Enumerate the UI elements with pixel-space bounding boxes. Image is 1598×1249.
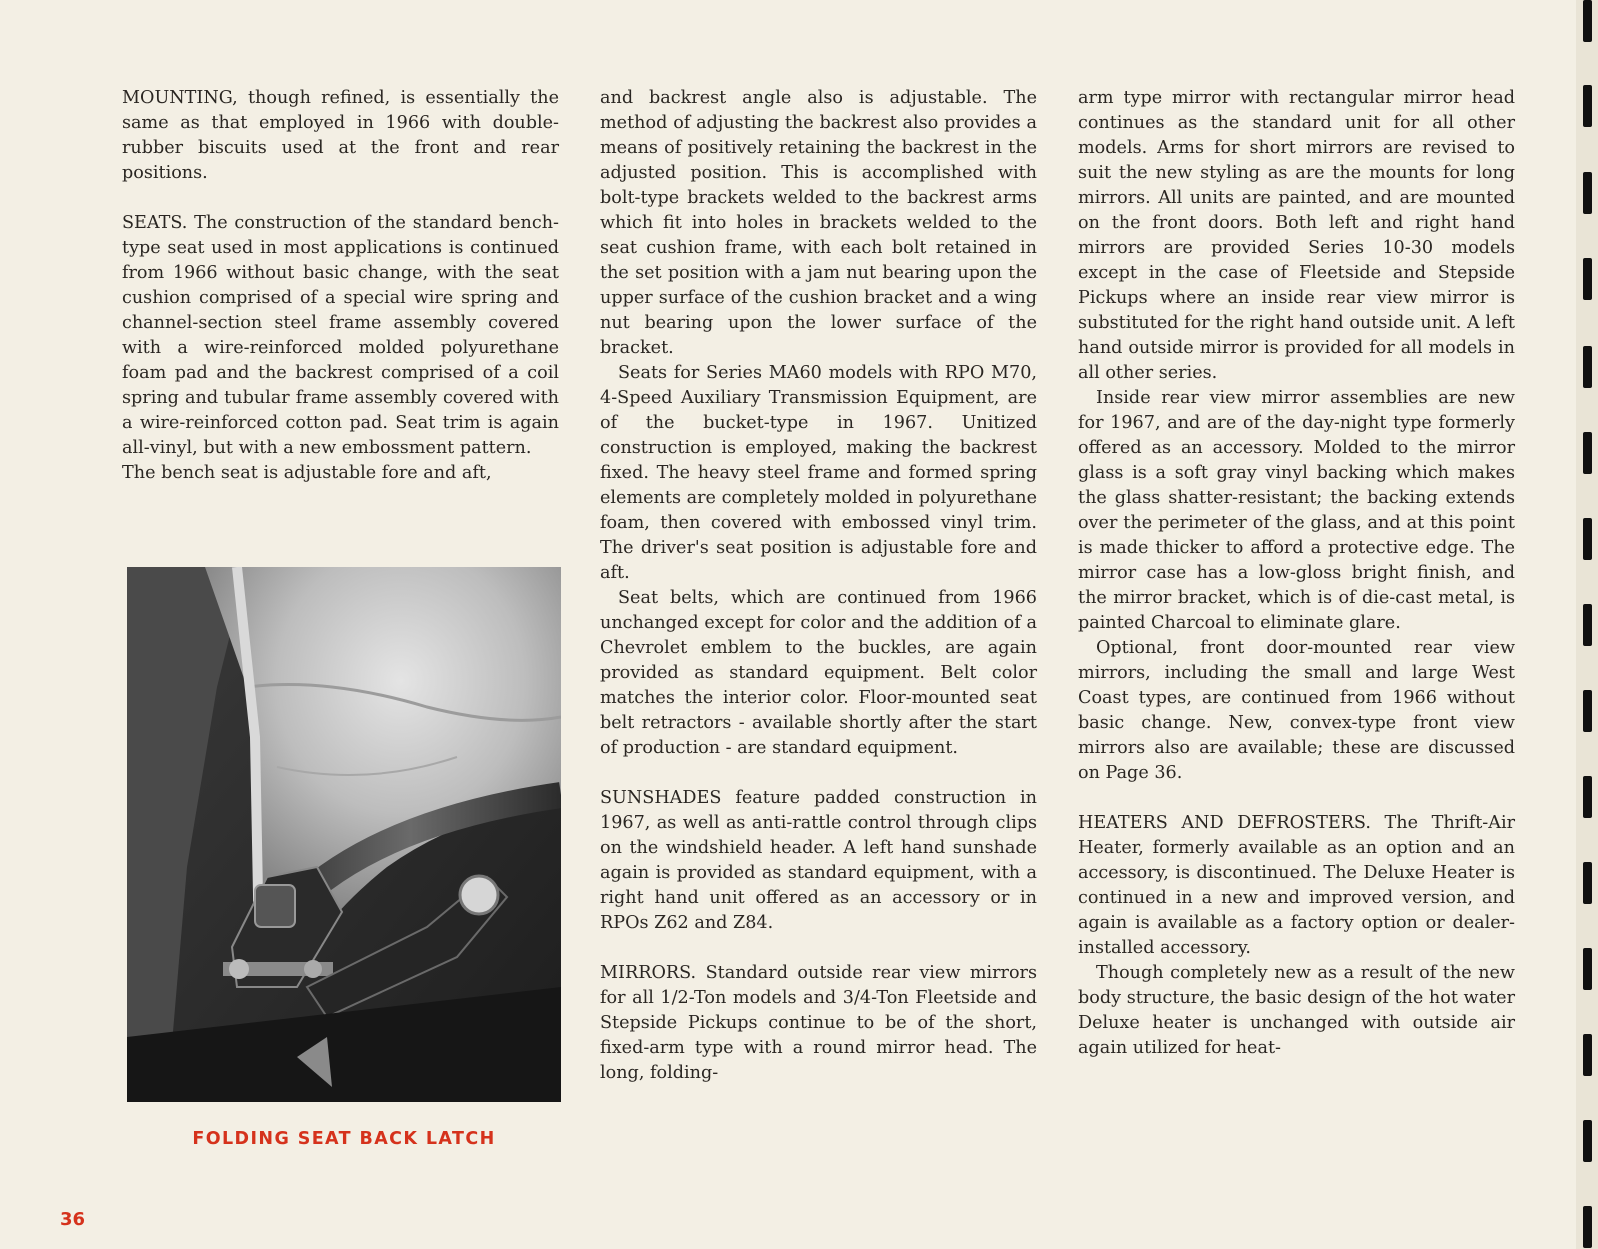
binding-slot: [1583, 948, 1592, 990]
binding-slot: [1583, 1034, 1592, 1076]
binding-slot: [1583, 690, 1592, 732]
paragraph: Optional, front door-mounted rear view mirrors, including the small and large West Coast types, are continued from 1966 without basic change. New, convex-type front view mirrors also are available; these are discussed on Page 36.: [1078, 638, 1515, 783]
text-column-right: [1078, 86, 1515, 1061]
paragraph: HEATERS AND DEFROSTERS. The Thrift-Air Heater, formerly available as an option and an accessory, is discontinued. The Deluxe Heater is continued in a new and improved version, and again is available as a factory option or dealer-installed accessory.: [1078, 813, 1515, 958]
seat-latch-photo: [127, 567, 561, 1102]
paragraph: Though completely new as a result of the new body structure, the basic design of the hot water Deluxe heater is unchanged with outside air again utilized for heat-: [1078, 963, 1515, 1058]
binding-slot: [1583, 258, 1592, 300]
photo-caption: FOLDING SEAT BACK LATCH: [192, 1129, 496, 1149]
paragraph: SEATS. The construction of the standard bench-type seat used in most applications is continued from 1966 without basic change, with the seat cushion comprised of a special wire spring and channel-section steel frame assembly covered with a wire-reinforced molded polyurethane foam pad and the backrest comprised of a coil spring and tubular frame assembly covered with a wire-reinforced cotton pad. Seat trim is again all-vinyl, but with a new embossment pattern.: [122, 213, 559, 458]
paragraph: and backrest angle also is adjustable. The method of adjusting the backrest also provides a means of positively retaining the backrest in the adjusted position. This is accomplished with bolt-type brackets welded to the backrest arms which fit into holes in brackets welded to the seat cushion frame, with each bolt retained in the set position with a jam nut bearing upon the upper surface of the cushion bracket and a wing nut bearing upon the lower surface of the bracket.: [600, 88, 1037, 358]
paragraph: MOUNTING, though refined, is essentially the same as that employed in 1966 with double-rubber biscuits used at the front and rear positions.: [122, 88, 559, 183]
paragraph: The bench seat is adjustable fore and aft,: [122, 463, 492, 483]
binding-slot: [1583, 1206, 1592, 1248]
binding-slot: [1583, 85, 1592, 127]
binding-slot: [1583, 776, 1592, 818]
paragraph: arm type mirror with rectangular mirror head continues as the standard unit for all other models. Arms for short mirrors are revised to suit the new styling as are the mounts for long mirrors. All units are painted, and are mounted on the front doors. Both left and right hand mirrors are provided Series 10-30 models except in the case of Fleetside and Stepside Pickups where an inside rear view mirror is substituted for the right hand outside unit. A left hand outside mirror is provided for all models in all other series.: [1078, 88, 1515, 383]
binding-slot: [1583, 432, 1592, 474]
text-column-middle: [600, 86, 1037, 1086]
binding-slot: [1583, 1120, 1592, 1162]
page-number: 36: [60, 1209, 86, 1230]
text-column-left: [122, 86, 559, 486]
spiral-binding: [1576, 0, 1598, 1249]
binding-slot: [1583, 862, 1592, 904]
binding-slot: [1583, 518, 1592, 560]
binding-slot: [1583, 604, 1592, 646]
paragraph: Seat belts, which are continued from 1966 unchanged except for color and the addition of a Chevrolet emblem to the buckles, are again provided as standard equipment. Belt color matches the interior color. Floor-mounted seat belt retractors - available shortly after the start of production - are standard equipment.: [600, 588, 1037, 758]
paragraph: Seats for Series MA60 models with RPO M70, 4-Speed Auxiliary Transmission Equipment, are of the bucket-type in 1967. Unitized construction is employed, making the backrest fixed. The heavy steel frame and formed spring elements are completely molded in polyurethane foam, then covered with embossed vinyl trim. The driver's seat position is adjustable fore and aft.: [600, 363, 1037, 583]
binding-slot: [1583, 172, 1592, 214]
binding-slot: [1583, 0, 1592, 42]
paragraph: SUNSHADES feature padded construction in 1967, as well as anti-rattle control through clips on the windshield header. A left hand sunshade again is provided as standard equipment, with a right hand unit offered as an accessory or in RPOs Z62 and Z84.: [600, 788, 1037, 933]
binding-slot: [1583, 346, 1592, 388]
paragraph: Inside rear view mirror assemblies are new for 1967, and are of the day-night type formerly offered as an accessory. Molded to the mirror glass is a soft gray vinyl backing which makes the glass shatter-resistant; the backing extends over the perimeter of the glass, and at this point is made thicker to afford a protective edge. The mirror case has a low-gloss bright finish, and the mirror bracket, which is of die-cast metal, is painted Charcoal to eliminate glare.: [1078, 388, 1515, 633]
paragraph: MIRRORS. Standard outside rear view mirrors for all 1/2-Ton models and 3/4-Ton Fleetside and Stepside Pickups continue to be of the short, fixed-arm type with a round mirror head. The long, folding-: [600, 963, 1037, 1083]
